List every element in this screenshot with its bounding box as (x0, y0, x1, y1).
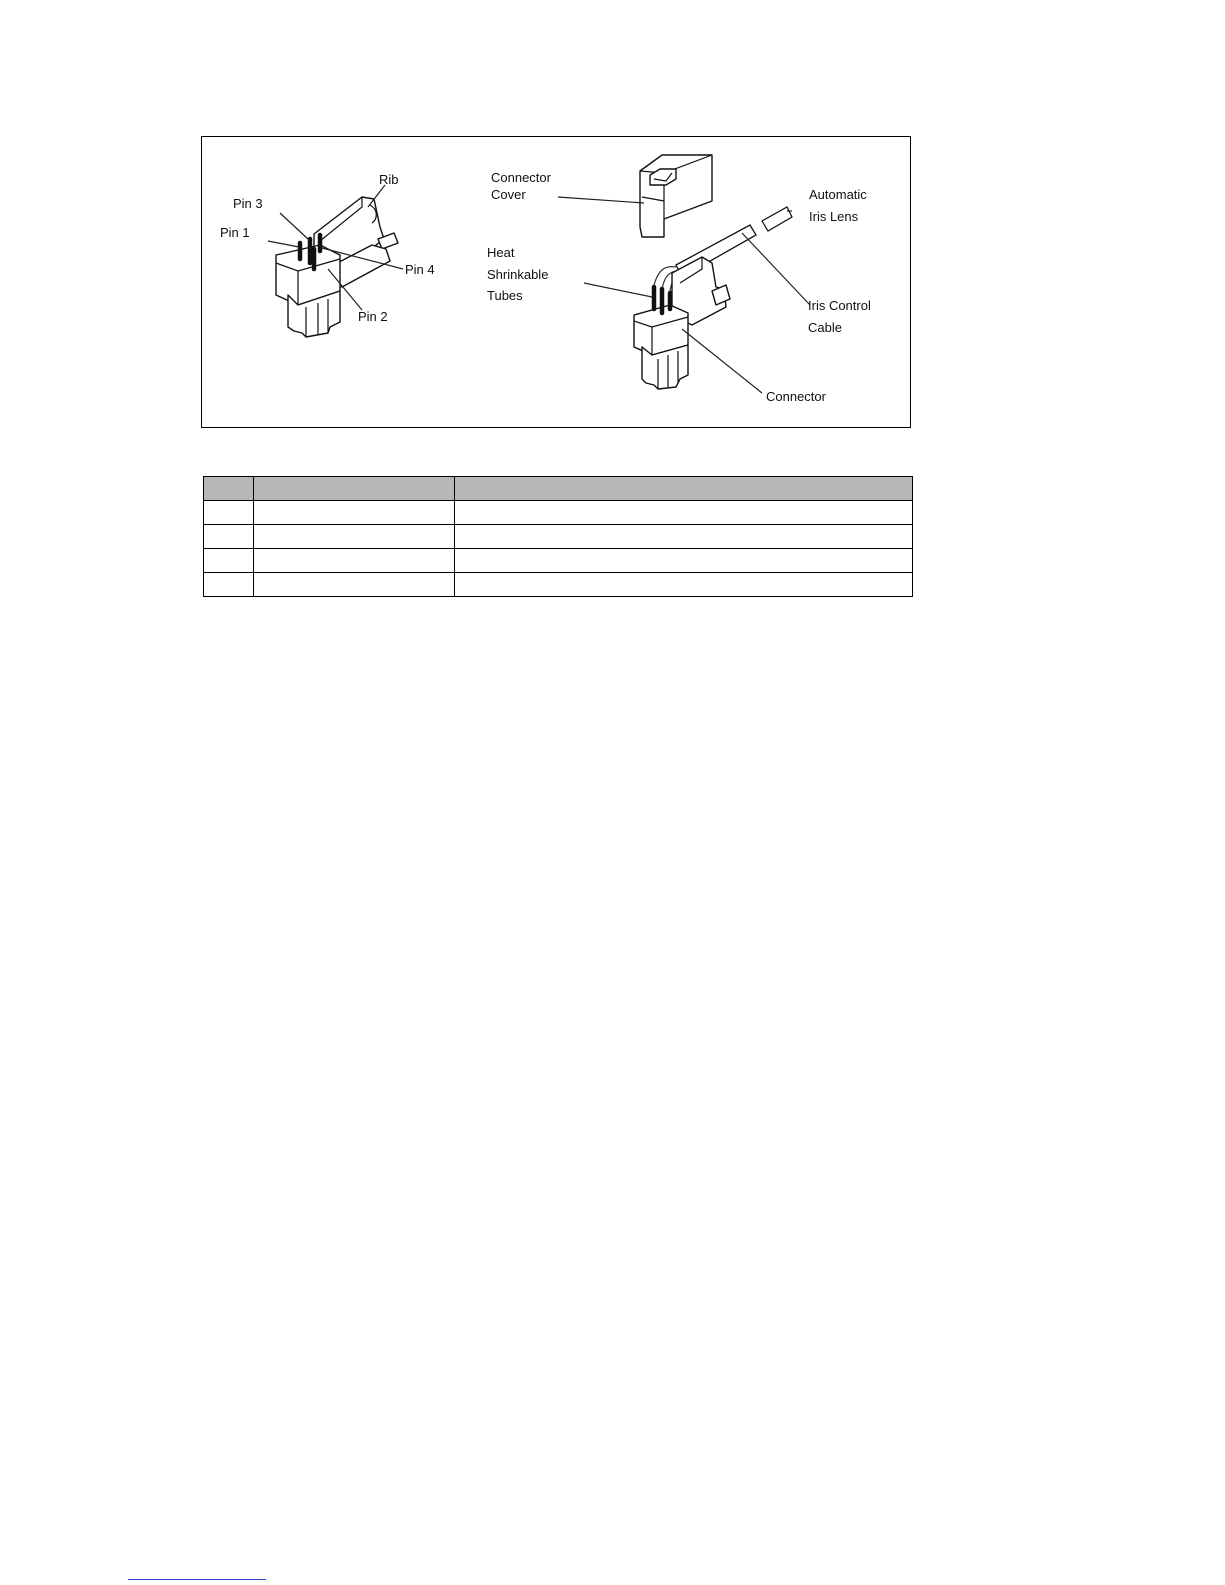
label-automatic-line2: Iris Lens (809, 209, 859, 224)
label-rib: Rib (379, 172, 399, 187)
label-iris-line1: Iris Control (808, 298, 871, 313)
connector-diagram (201, 136, 911, 428)
table-row (204, 549, 913, 573)
label-pin-1: Pin 1 (220, 225, 250, 240)
table-cell (455, 525, 913, 549)
table-header-row (204, 477, 913, 501)
footnote-separator (128, 1579, 266, 1580)
table-cell (204, 573, 254, 597)
label-connector-cover-line1: Connector (491, 170, 551, 185)
table-cell (254, 525, 455, 549)
table-header-cell (204, 477, 254, 501)
label-iris-line2: Cable (808, 320, 842, 335)
label-connector: Connector (766, 389, 826, 404)
label-connector-cover-line2: Cover (491, 187, 526, 202)
label-heat-line1: Heat (487, 245, 515, 260)
pin-assignment-table (203, 476, 913, 597)
connector-cover (640, 155, 712, 237)
table-cell (204, 549, 254, 573)
table-row (204, 525, 913, 549)
table-cell (204, 525, 254, 549)
table-row (204, 501, 913, 525)
label-heat-line3: Tubes (487, 288, 523, 303)
table-cell (254, 549, 455, 573)
label-pin-4: Pin 4 (405, 262, 435, 277)
table-cell (254, 573, 455, 597)
table-row (204, 573, 913, 597)
label-automatic-line1: Automatic (809, 187, 867, 202)
label-heat-line2: Shrinkable (487, 267, 549, 282)
table-cell (204, 501, 254, 525)
label-pin-3: Pin 3 (233, 196, 263, 211)
label-pin-2: Pin 2 (358, 309, 388, 324)
connector-illustration (202, 137, 910, 427)
table-cell (455, 501, 913, 525)
table-header-cell (455, 477, 913, 501)
table-cell (455, 549, 913, 573)
table-cell (254, 501, 455, 525)
table-header-cell (254, 477, 455, 501)
table-cell (455, 573, 913, 597)
